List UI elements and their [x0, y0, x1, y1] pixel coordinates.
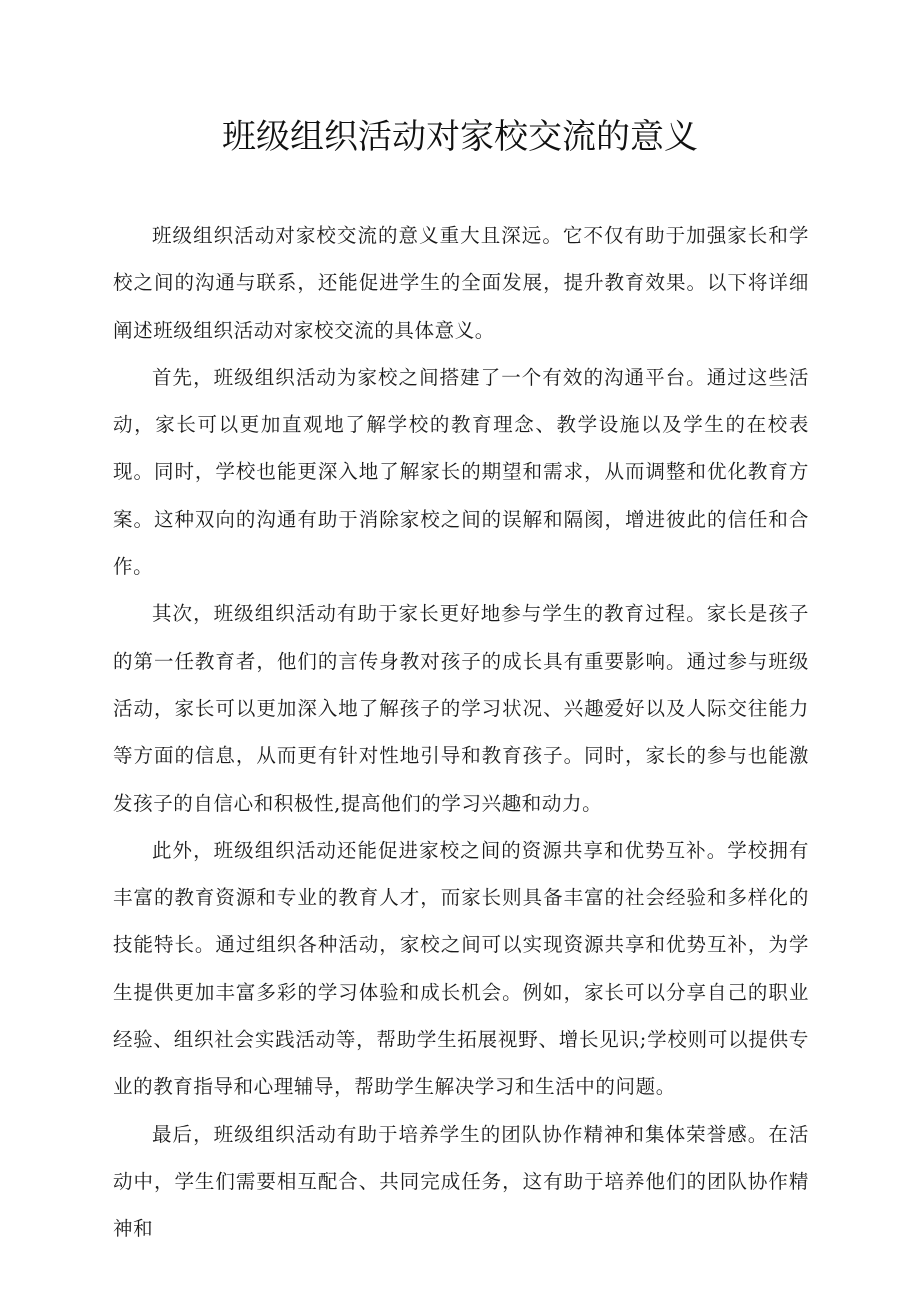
document-body — [113, 212, 809, 1253]
paragraph-additionally: 此外，班级组织活动还能促进家校之间的资源共享和优势互补。学校拥有丰富的教育资源和专业的教育人才，而家长则具备丰富的社会经验和多样化的技能特长。通过组织各种活动，家校之间可以实现资源共享和优势互补，为学生提供更加丰富多彩的学习体验和成长机会。例如，家长可以分享自己的职业经验、组织社会实践活动等，帮助学生拓展视野、增长见识;学校则可以提供专业的教育指导和心理辅导，帮助学生解决学习和生活中的问题。 — [113, 838, 809, 1099]
paragraph-intro: 班级组织活动对家校交流的意义重大且深远。它不仅有助于加强家长和学校之间的沟通与联系，还能促进学生的全面发展，提升教育效果。以下将详细阐述班级组织活动对家校交流的具体意义。 — [113, 224, 809, 342]
paragraph-second: 其次，班级组织活动有助于家长更好地参与学生的教育过程。家长是孩子的第一任教育者，他们的言传身教对孩子的成长具有重要影响。通过参与班级活动，家长可以更加深入地了解孩子的学习状况、兴趣爱好以及人际交往能力等方面的信息，从而更有针对性地引导和教育孩子。同时，家长的参与也能激发孩子的自信心和积极性,提高他们的学习兴趣和动力。 — [113, 602, 809, 815]
paragraph-finally: 最后，班级组织活动有助于培养学生的团队协作精神和集体荣誉感。在活动中，学生们需要相互配合、共同完成任务，这有助于培养他们的团队协作精神和 — [113, 1122, 809, 1241]
paragraph-first: 首先，班级组织活动为家校之间搭建了一个有效的沟通平台。通过这些活动，家长可以更加直观地了解学校的教育理念、教学设施以及学生的在校表现。同时，学校也能更深入地了解家长的期望和需求，从而调整和优化教育方案。这种双向的沟通有助于消除家校之间的误解和隔阂，增进彼此的信任和合作。 — [113, 365, 809, 579]
document-title: 班级组织活动对家校交流的意义 — [222, 117, 698, 157]
